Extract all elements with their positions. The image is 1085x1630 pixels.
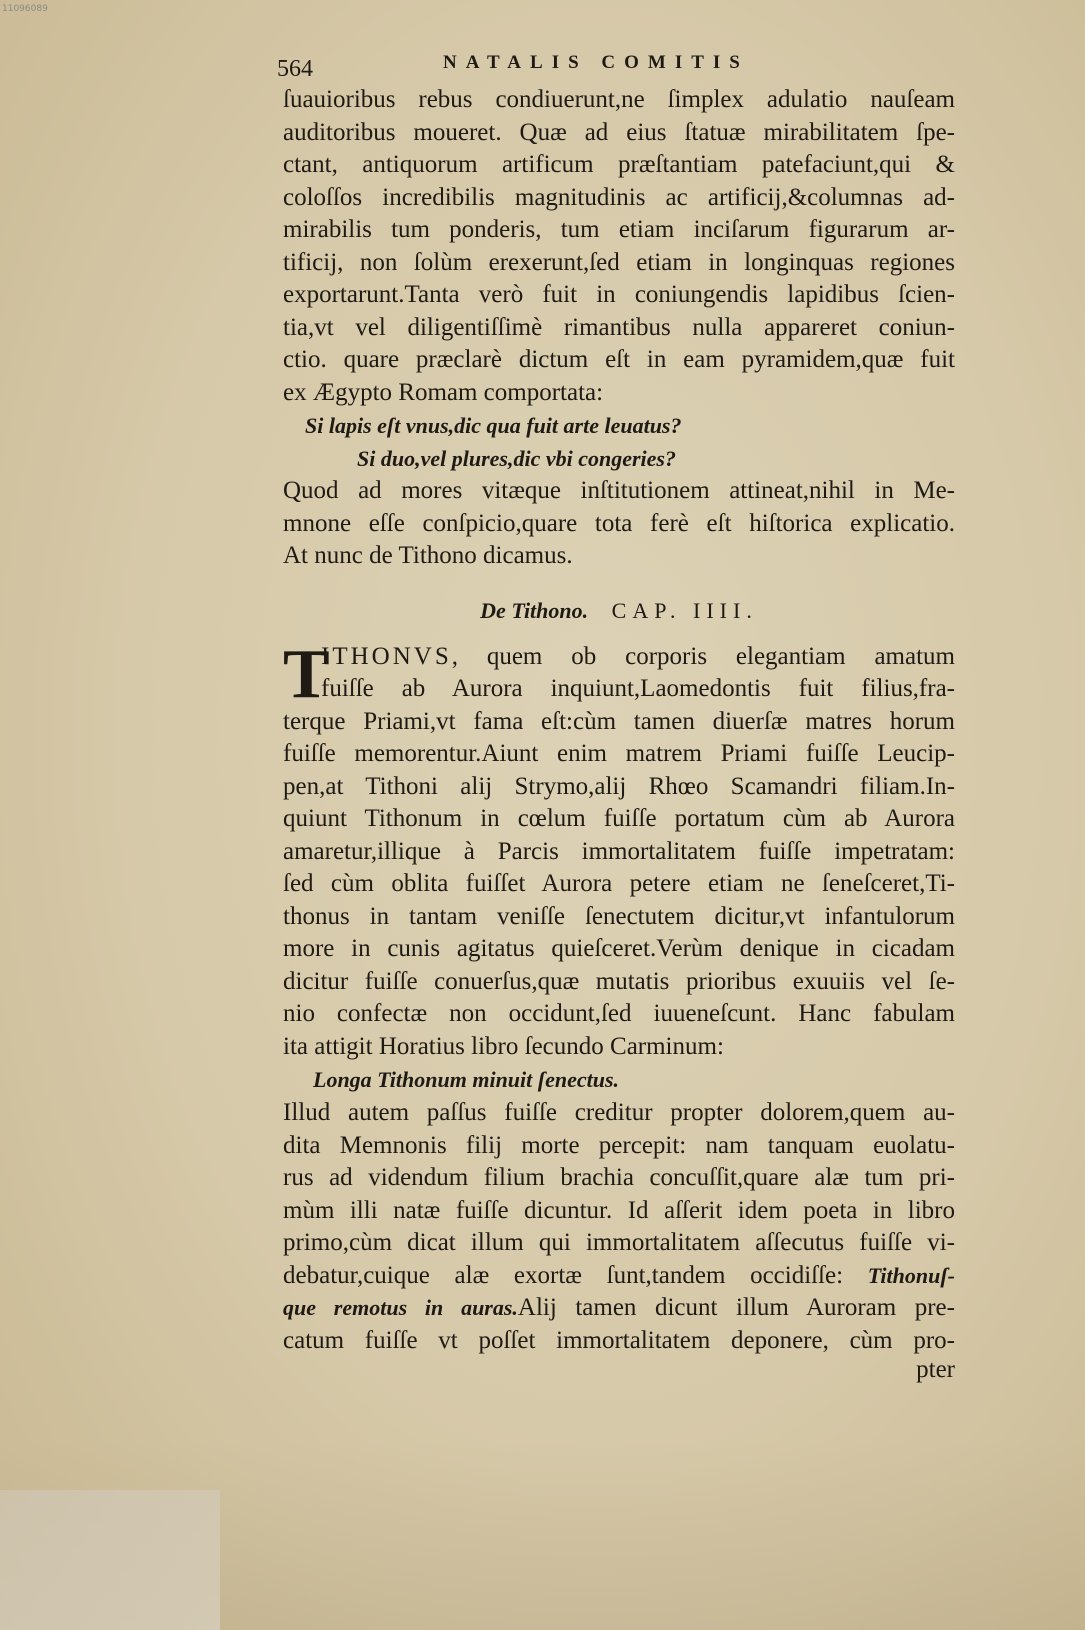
running-title: NATALIS COMITIS [443, 52, 749, 73]
text-fragment: Alij tamen dicunt illum Auroram pre- [517, 1294, 955, 1321]
verse-line: Si duo,vel plures,dic vbi congeries? [357, 446, 676, 471]
text-line: mùm illi natæ fuiſſe dicuntur. Id aſſerit idem poeta in libro [283, 1196, 955, 1224]
text-line: more in cunis agitatus quieſceret.Verùm denique in cicadam [283, 935, 955, 962]
text-line: mirabilis tum ponderis, tum etiam inciſarum figurarum ar- [283, 216, 955, 243]
paragraph-wings [283, 1097, 955, 1260]
text-line: catum fuiſſe vt poſſet immortalitatem deponere, cùm pro- [283, 1326, 955, 1354]
paragraph-memnon [283, 84, 955, 409]
text-line: primo,cùm dicat illum qui immortalitatem aſſecutus fuiſſe vi- [283, 1229, 955, 1256]
text-line: rus ad videndum filium brachia concuſſit,quare alæ tum pri- [283, 1164, 955, 1191]
text-line [283, 1292, 955, 1325]
text-line [283, 641, 955, 674]
text-line: At nunc de Tithono dicamus. [283, 542, 573, 569]
drop-cap: T [283, 635, 330, 713]
chapter-number: CAP. IIII. [611, 597, 758, 623]
text-line: ita attigit Horatius libro ſecundo Carminum: [283, 1032, 724, 1060]
text-line: Illud autem paſſus fuiſſe creditur propter dolorem,quem au- [283, 1099, 955, 1126]
text-fragment: , quem ob corporis elegantiam amatum [451, 642, 955, 670]
quote-fragment: que remotus in auras. [283, 1295, 518, 1320]
page-number: 564 [277, 56, 313, 82]
page-edge [0, 1490, 220, 1630]
text-line: mnone eſſe conſpicio,quare tota ferè eſt hiſtorica explicatio. [283, 509, 955, 537]
paragraph-tithonus [283, 635, 955, 1064]
text-line: dicitur fuiſſe conuerſus,quæ mutatis prioribus exuuiis vel ſe- [283, 967, 955, 995]
text-line: exportarunt.Tanta verò fuit in coniungendis lapidibus ſcien- [283, 281, 955, 308]
text-line: nio confectæ non occidunt,ſed iuueneſcunt. Hanc fabulam [283, 1000, 955, 1027]
text-line: ctant, antiquorum artificum præſtantiam patefaciunt,qui & [283, 151, 955, 178]
verse-line: Longa Tithonum minuit ſenectus. [313, 1067, 620, 1092]
text-line: ſuauioribus rebus condiuerunt,ne ſimplex adulatio nauſeam [283, 86, 955, 113]
text-fragment: debatur,cuique alæ exortæ ſunt,tandem occidiſſe: [283, 1261, 868, 1289]
text-line: coloſſos incredibilis magnitudinis ac artificij,&columnas ad- [283, 183, 955, 211]
scan-id: 11096089 [2, 4, 48, 14]
text-line: tificij, non ſolùm erexerunt,ſed etiam in longinquas regiones [283, 248, 955, 276]
verse-line: Si lapis eſt vnus,dic qua fuit arte leuatus? [305, 413, 682, 438]
text-line: dita Memnonis filij morte percepit: nam tanquam euolatu- [283, 1131, 955, 1159]
page-header [277, 52, 955, 84]
text-line: quiunt Tithonum in cœlum fuiſſe portatum cùm ab Aurora [283, 805, 955, 832]
text-line: fuiſſe memorentur.Aiunt enim matrem Priami fuiſſe Leucip- [283, 740, 955, 767]
text-line: terque Priami,vt fama eſt:cùm tamen diuerſæ matres horum [283, 707, 955, 735]
text-line: Quod ad mores vitæque inſtitutionem attineat,nihil in Me- [283, 477, 955, 504]
paragraph-conclusion [283, 475, 955, 573]
text-line: auditoribus moueret. Quæ ad eius ſtatuæ mirabilitatem ſpe- [283, 118, 955, 146]
catchword: pter [916, 1356, 955, 1383]
text-line: ctio. quare præclarè dictum eſt in eam pyramidem,quæ fuit [283, 346, 955, 373]
text-line: ex Ægypto Romam comportata: [283, 378, 604, 406]
chapter-heading [283, 581, 955, 631]
book-page [277, 52, 955, 1389]
text-line [283, 1260, 955, 1293]
text-line: thonus in tantam veniſſe ſenectutem dicitur,vt infantulorum [283, 902, 955, 930]
text-line: tia,vt vel diligentiſſimè rimantibus nulla appareret coniun- [283, 313, 955, 341]
chapter-title: De Tithono. [480, 597, 589, 623]
text-line: fuiſſe ab Aurora inquiunt,Laomedontis fuit filius,fra- [321, 675, 955, 702]
first-word: ITHONVS [321, 642, 452, 670]
quote-fragment: Tithonuſ- [867, 1262, 955, 1288]
text-line: pen,at Tithoni alij Strymo,alij Rhœo Scamandri filiam.In- [283, 772, 955, 800]
text-line: ſed cùm oblita fuiſſet Aurora petere etiam ne ſeneſceret,Ti- [283, 870, 955, 897]
text-line: amaretur,illique à Parcis immortalitatem fuiſſe impetratam: [283, 837, 955, 865]
